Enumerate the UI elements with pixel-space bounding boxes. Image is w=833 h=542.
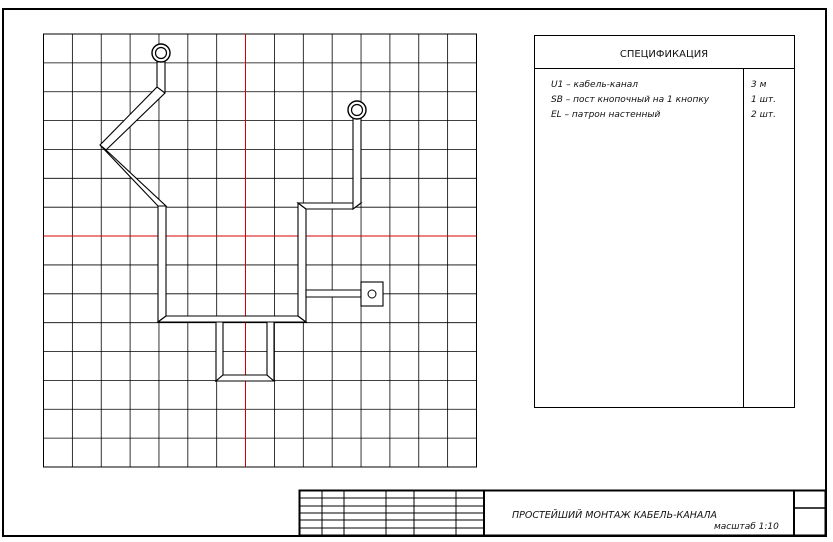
cable-channel-segment — [100, 145, 166, 206]
stamp-cells — [300, 491, 485, 536]
grid-border — [44, 34, 477, 467]
push-button-post — [361, 282, 383, 306]
specification-rows — [551, 80, 776, 120]
sheet-frame — [3, 9, 826, 536]
cable-channel-segment — [298, 203, 361, 209]
push-button-icon — [368, 290, 376, 298]
cable-channel-segment — [306, 290, 361, 297]
lamp-holder-2 — [348, 101, 366, 119]
specification-border — [535, 36, 795, 408]
cable-channel-segment — [216, 322, 223, 381]
grid — [44, 34, 477, 467]
spec-row-description: U1 – кабель-канал — [551, 80, 638, 90]
drawing-title: ПРОСТЕЙШИЙ МОНТАЖ КАБЕЛЬ-КАНАЛА — [512, 510, 718, 521]
cable-channel-segment — [100, 87, 165, 150]
lamp-holder-inner-ring — [352, 105, 363, 116]
cable-channel-segment — [298, 203, 306, 322]
cable-channel — [100, 62, 361, 381]
specification-title: СПЕЦИФИКАЦИЯ — [619, 49, 709, 60]
spec-row-description: EL – патрон настенный — [551, 110, 661, 120]
cable-channel-segment — [158, 316, 306, 322]
cable-channel-segment — [353, 117, 361, 209]
drawing-scale: масштаб 1:10 — [714, 522, 779, 532]
cable-channel-segment — [267, 322, 274, 381]
cable-channel-segment — [158, 206, 166, 322]
spec-row-quantity: 3 м — [751, 80, 767, 90]
spec-row-quantity: 2 шт. — [751, 110, 776, 120]
spec-row-description: SB – пост кнопочный на 1 кнопку — [551, 95, 710, 105]
lamp-holder-inner-ring — [156, 48, 167, 59]
cable-channel-segment — [216, 375, 274, 381]
specification-table — [535, 36, 795, 408]
grid-lines — [44, 34, 477, 467]
spec-row-quantity: 1 шт. — [751, 95, 776, 105]
lamp-holder-1 — [152, 44, 170, 62]
